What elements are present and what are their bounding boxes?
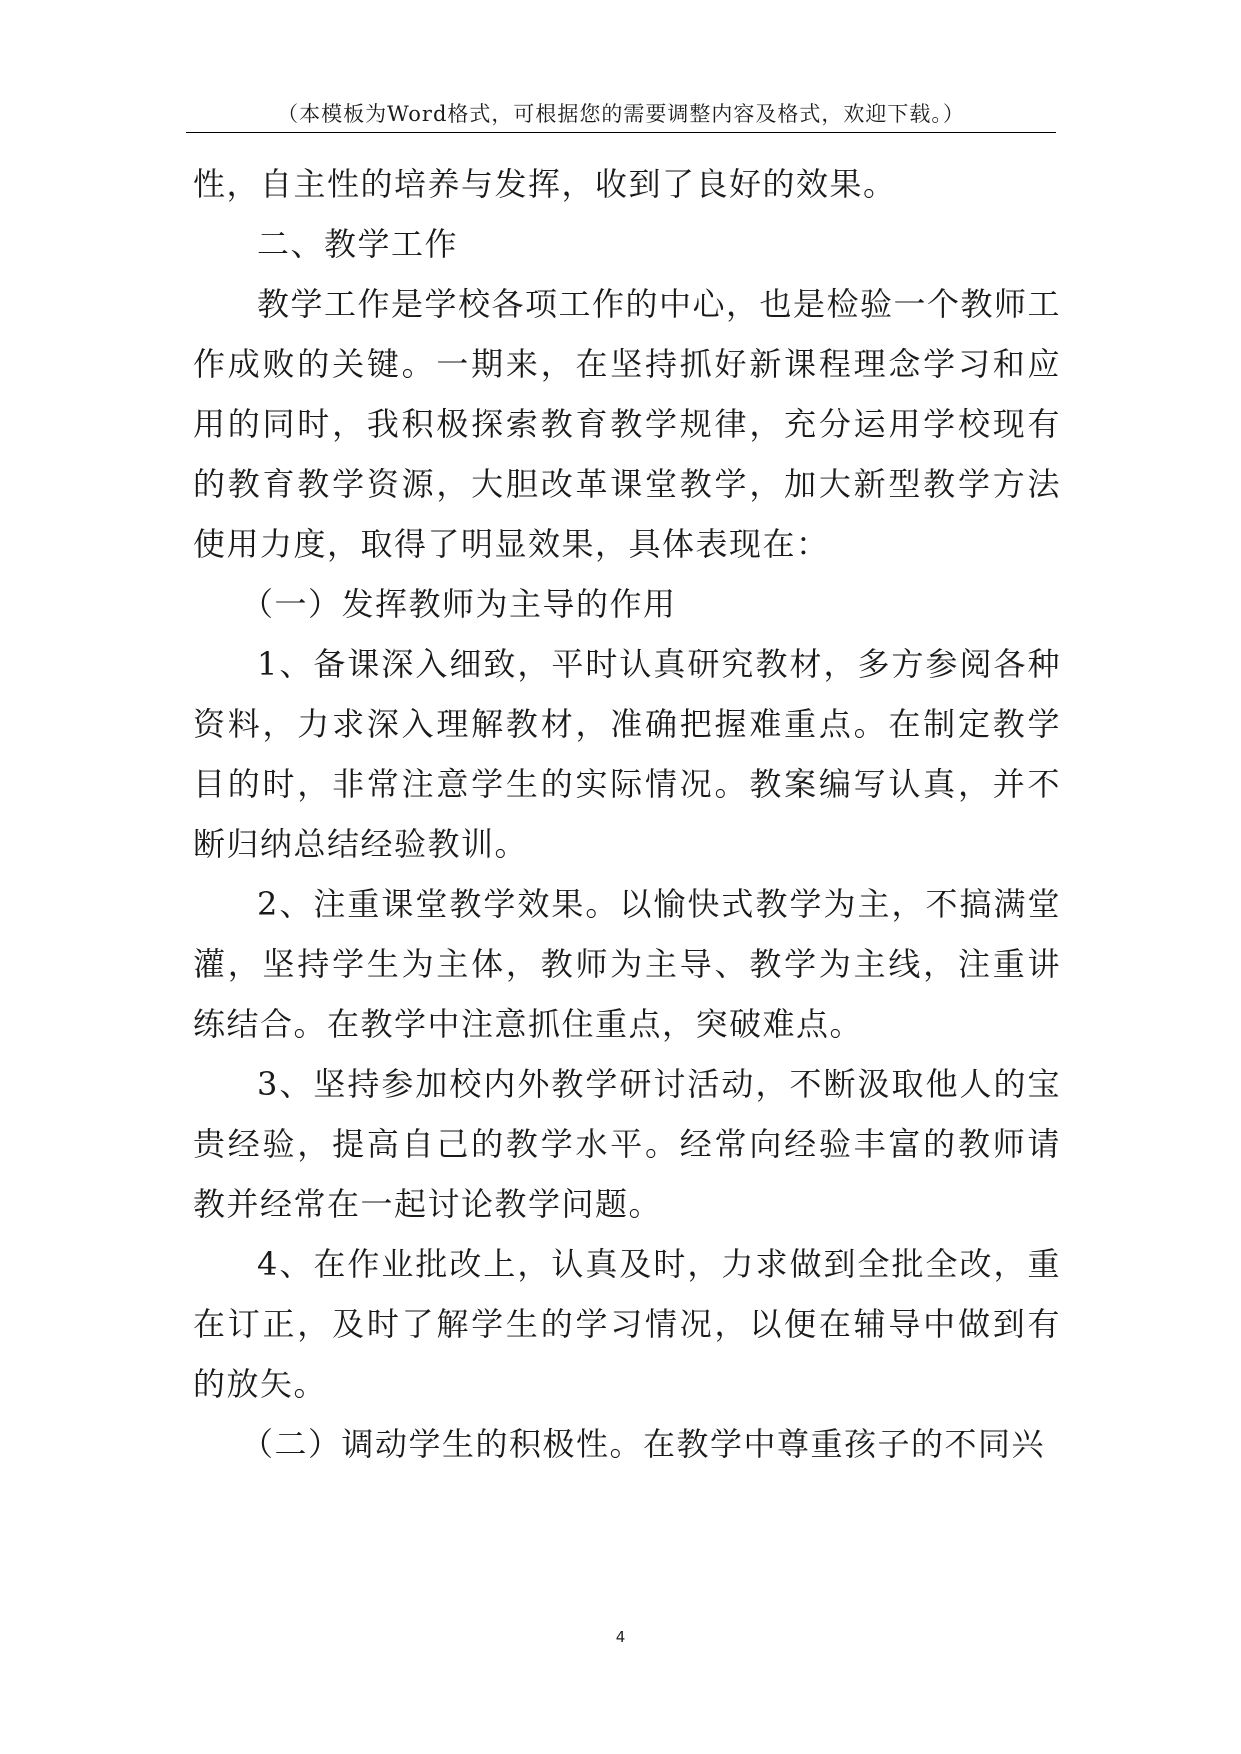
paragraph-continuation: 性，自主性的培养与发挥，收到了良好的效果。 (193, 165, 897, 203)
paragraph-teaching-work-intro: 教学工作是学校各项工作的中心，也是检验一个教师工作成败的关键。一期来，在坚持抓好新课程理念学习和应用的同时，我积极探索教育教学规律，充分运用学校现有的教育教学资源，大胆改革课堂教学，加大新型教学方法使用力度，取得了明显效果，具体表现在： (193, 285, 1062, 563)
template-notice: （本模板为Word格式，可根据您的需要调整内容及格式，欢迎下载。） (277, 102, 965, 126)
subsection-heading-teacher-role: （一）发挥教师为主导的作用 (241, 585, 677, 623)
list-item-teaching-research: 3、坚持参加校内外教学研讨活动，不断汲取他人的宝贵经验，提高自己的教学水平。经常向经验丰富的教师请教并经常在一起讨论教学问题。 (193, 1065, 1061, 1223)
list-item-homework-correction: 4、在作业批改上，认真及时，力求做到全批全改，重在订正，及时了解学生的学习情况，以便在辅导中做到有的放矢。 (193, 1245, 1061, 1403)
section-heading-teaching-work: 二、教学工作 (257, 225, 459, 263)
page-number: 4 (615, 1628, 626, 1646)
subsection-heading-student-motivation: （二）调动学生的积极性。在教学中尊重孩子的不同兴 (241, 1425, 1046, 1463)
document-body (193, 154, 1061, 1474)
list-item-lesson-preparation: 1、备课深入细致，平时认真研究教材，多方参阅各种资料，力求深入理解教材，准确把握难重点。在制定教学目的时，非常注意学生的实际情况。教案编写认真，并不断归纳总结经验教训。 (193, 645, 1061, 863)
header-divider (186, 132, 1056, 133)
list-item-classroom-effect: 2、注重课堂教学效果。以愉快式教学为主，不搞满堂灌，坚持学生为主体，教师为主导、教学为主线，注重讲练结合。在教学中注意抓住重点，突破难点。 (193, 885, 1061, 1043)
